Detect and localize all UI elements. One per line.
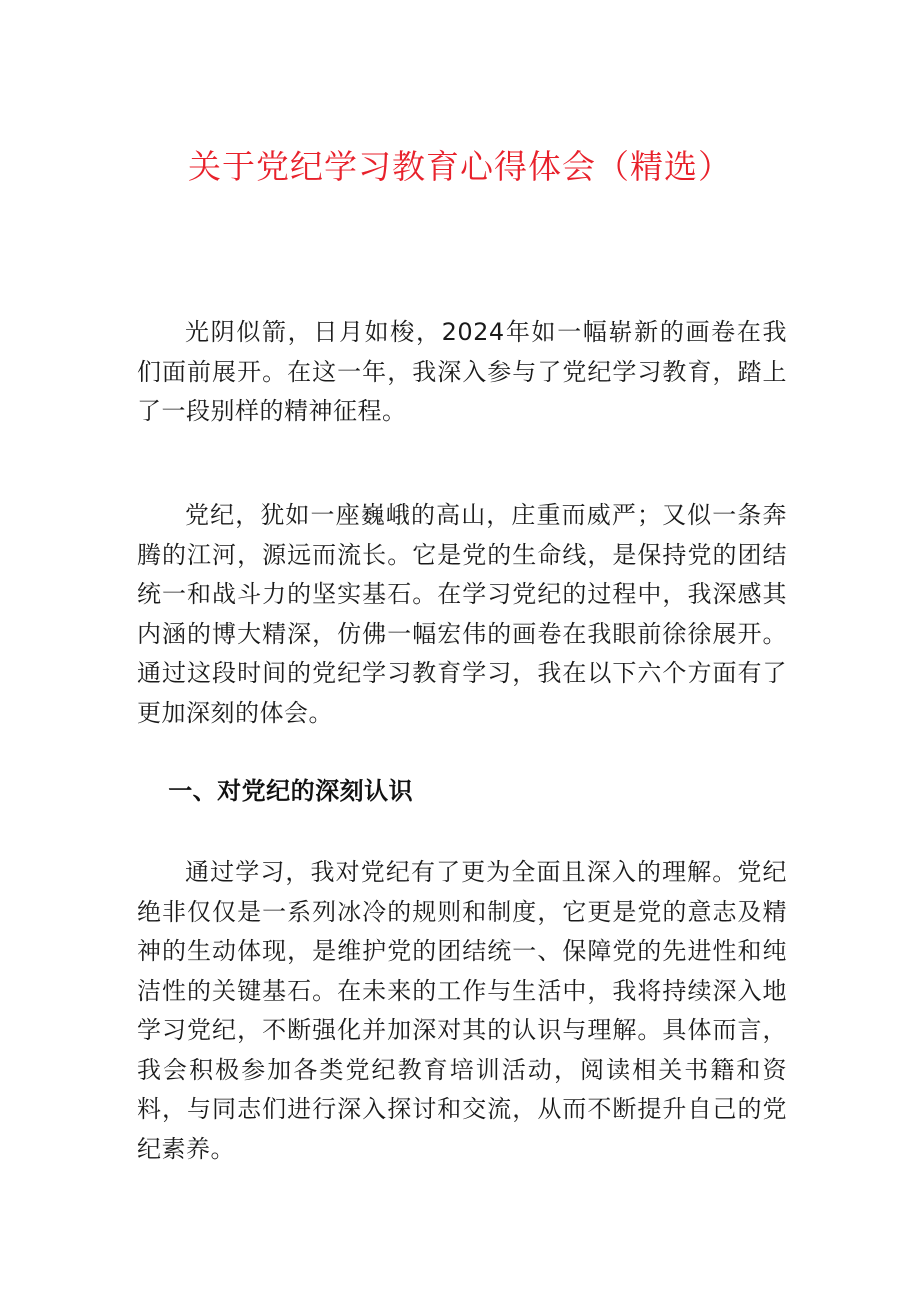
intro-paragraph: 光阴似箭，日月如梭，2024年如一幅崭新的画卷在我们面前展开。在这一年，我深入参与了党纪学习教育，踏上了一段别样的精神征程。 xyxy=(137,318,787,425)
section-1-paragraph: 通过学习，我对党纪有了更为全面且深入的理解。党纪绝非仅仅是一系列冰冷的规则和制度，它更是党的意志及精神的生动体现，是维护党的团结统一、保障党的先进性和纯洁性的关键基石。在未来的工作与生活中，我将持续深入地学习党纪，不断强化并加深对其的认识与理解。具体而言，我会积极参加各类党纪教育培训活动，阅读相关书籍和资料，与同志们进行深入探讨和交流，从而不断提升自己的党纪素养。 xyxy=(137,858,787,1163)
document-title: 关于党纪学习教育心得体会（精选） xyxy=(188,147,732,186)
overview-paragraph: 党纪，犹如一座巍峨的高山，庄重而威严；又似一条奔腾的江河，源远而流长。它是党的生命线，是保持党的团结统一和战斗力的坚实基石。在学习党纪的过程中，我深感其内涵的博大精深，仿佛一幅宏伟的画卷在我眼前徐徐展开。通过这段时间的党纪学习教育学习，我在以下六个方面有了更加深刻的体会。 xyxy=(137,501,787,727)
section-heading-1: 一、对党纪的深刻认识 xyxy=(168,777,414,805)
